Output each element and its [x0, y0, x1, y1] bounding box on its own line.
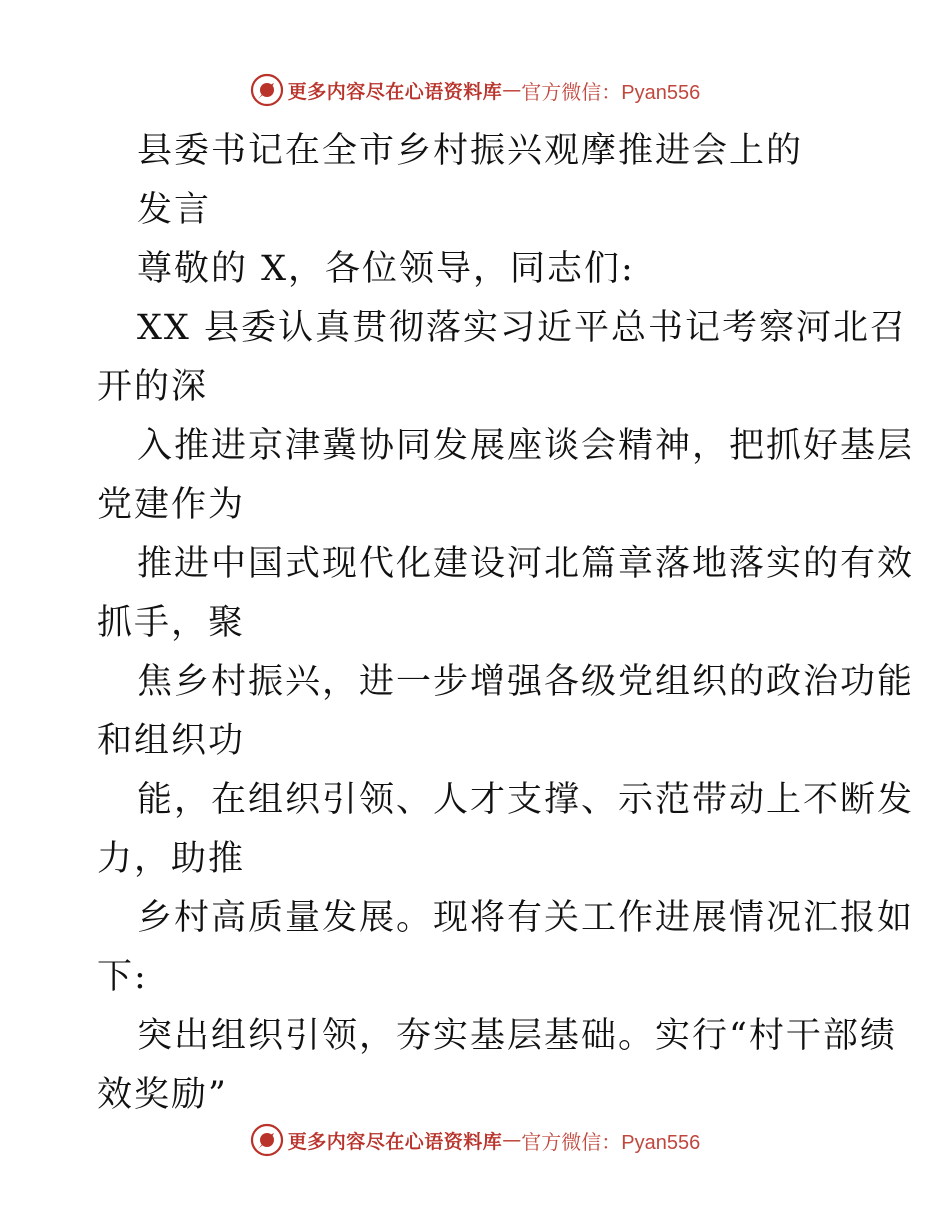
doc-line: XX 县委认真贯彻落实习近平总书记考察河北召 — [137, 308, 907, 348]
doc-title-line: 发言 — [137, 190, 212, 230]
doc-line: 抓手，聚 — [97, 603, 246, 643]
banner-contact: 官方微信：Pyan556 — [521, 1131, 701, 1154]
doc-line: 入推进京津冀协同发展座谈会精神，把抓好基层 — [137, 426, 915, 466]
doc-line: 效奖励” — [97, 1075, 228, 1115]
doc-line: 力，助推 — [97, 839, 246, 879]
doc-line: 下: — [97, 957, 148, 997]
doc-line: 尊敬的 X，各位领导，同志们: — [137, 249, 635, 289]
doc-line: 开的深 — [97, 367, 209, 407]
banner-separator: — — [502, 1129, 522, 1151]
doc-line: 党建作为 — [97, 485, 246, 525]
pen-nib-logo-icon — [250, 73, 284, 107]
doc-line: 焦乡村振兴，进一步增强各级党组织的政治功能 — [137, 662, 915, 702]
doc-line: 和组织功 — [97, 721, 246, 761]
doc-line: 突出组织引领，夯实基层基础。实行“村干部绩 — [137, 1016, 897, 1056]
doc-line: 推进中国式现代化建设河北篇章落地落实的有效 — [137, 544, 915, 584]
banner-text: 更多内容尽在心语资料库 — [287, 1130, 503, 1153]
doc-line: 乡村高质量发展。现将有关工作进展情况汇报如 — [137, 898, 915, 938]
doc-line: 能，在组织引领、人才支撑、示范带动上不断发 — [137, 780, 915, 820]
banner-separator: — — [502, 79, 522, 101]
doc-title-line: 县委书记在全市乡村振兴观摩推进会上的 — [137, 131, 804, 171]
footer-banner — [0, 1120, 950, 1160]
pen-nib-logo-icon — [250, 1123, 284, 1157]
document-body — [97, 122, 915, 1125]
banner-contact: 官方微信：Pyan556 — [521, 81, 701, 104]
header-banner — [0, 70, 950, 110]
banner-text: 更多内容尽在心语资料库 — [287, 80, 503, 103]
